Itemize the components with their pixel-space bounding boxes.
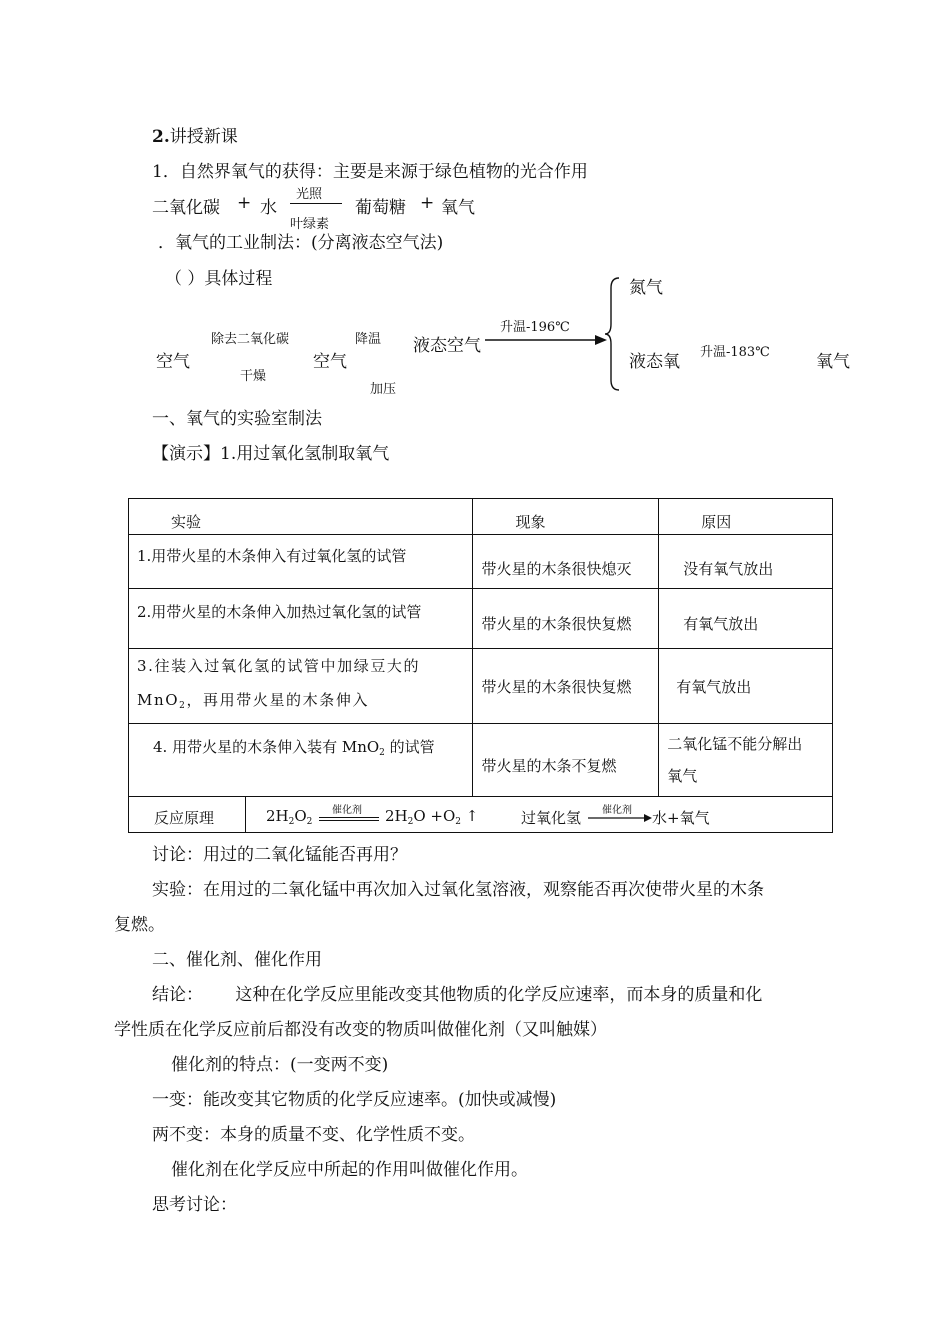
catalyst-label: 催化剂 <box>602 805 632 816</box>
cell-reason: 有氧气放出 <box>659 649 833 724</box>
equation-condition <box>319 799 379 819</box>
product-oxygen-gas: 氧气 <box>816 352 850 372</box>
table-row <box>129 535 833 589</box>
industrial-heading: ．氧气的工业制法：(分离液态空气法) <box>158 233 444 253</box>
condition-light: 光照 <box>296 187 323 202</box>
experiment-text-line2: 复燃。 <box>114 915 165 935</box>
experiment-text-line1: 实验：在用过的二氧化锰中再次加入过氧化氢溶液，观察能否再次使带火星的木条 <box>152 880 764 900</box>
equation-reactant: $2H_2O_2$ <box>266 807 313 827</box>
cell-phenomenon: 带火星的木条很快复燃 <box>473 589 659 649</box>
word-equation-products: 水+氧气 <box>652 809 710 827</box>
principle-divider <box>245 797 246 832</box>
cell-text-line: MnO$_2$，再用带火星的木条伸入 <box>137 691 370 711</box>
right-arrow-icon <box>588 813 652 823</box>
cell-experiment: 2.用带火星的木条伸入加热过氧化氢的试管 <box>129 589 473 649</box>
cell-phenomenon: 带火星的木条不复燃 <box>473 724 659 797</box>
header-phenomenon: 现象 <box>473 499 659 535</box>
demo-heading: 【演示】1.用过氧化氢制取氧气 <box>152 444 390 464</box>
catalysis-definition: 催化剂在化学反应中所起的作用叫做催化作用。 <box>171 1160 528 1180</box>
equals-line <box>319 817 379 818</box>
table-header-row <box>129 499 833 535</box>
cell-reason <box>659 724 833 797</box>
cell-phenomenon: 带火星的木条很快复燃 <box>473 649 659 724</box>
table-row <box>129 724 833 797</box>
cell-experiment: 4. 用带火星的木条伸入装有 MnO$_2$ 的试管 <box>129 724 473 797</box>
discussion-text: 讨论：用过的二氧化锰能否再用？ <box>152 845 407 865</box>
product-nitrogen: 氮气 <box>629 278 663 298</box>
principle-row <box>129 797 833 833</box>
plus-sign: + <box>420 193 435 213</box>
lab-heading: 一、氧气的实验室制法 <box>152 409 322 429</box>
step-cool: 降温 <box>355 332 382 347</box>
product-oxygen: 氧气 <box>441 198 475 218</box>
cell-reason: 没有氧气放出 <box>659 535 833 589</box>
step-remove-co2: 除去二氧化碳 <box>211 332 290 347</box>
principle-label: 反应原理 <box>154 809 215 827</box>
think-discuss: 思考讨论： <box>152 1195 237 1215</box>
plus-sign: + <box>237 193 252 213</box>
reaction-line <box>290 203 342 204</box>
cell-text-line: 二氧化锰不能分解出 <box>667 735 803 753</box>
natural-heading: 1．自然界氧气的获得：主要是来源于绿色植物的光合作用 <box>152 162 588 182</box>
catalyst-features: 催化剂的特点：(一变两不变) <box>171 1055 389 1075</box>
conclusion-line1: 结论： 这种在化学反应里能改变其他物质的化学反应速率，而本身的质量和化 <box>152 985 763 1005</box>
cell-text-line: 3.往装入过氧化氢的试管中加绿豆大的 <box>137 657 421 675</box>
cell-experiment <box>129 649 473 724</box>
cell-text-line: 氧气 <box>667 767 698 785</box>
condition-chlorophyll: 叶绿素 <box>290 217 330 232</box>
product-glucose: 葡萄糖 <box>355 198 406 218</box>
table-row <box>129 649 833 724</box>
table-row <box>129 589 833 649</box>
equals-line <box>319 820 379 821</box>
process-air: 空气 <box>156 352 190 372</box>
header-reason: 原因 <box>659 499 833 535</box>
step-dry: 干燥 <box>240 369 267 384</box>
industrial-subheading: （ ）具体过程 <box>165 269 273 289</box>
cell-reason: 有氧气放出 <box>659 589 833 649</box>
process-air-2: 空气 <box>313 352 347 372</box>
reactant-co2: 二氧化碳 <box>152 198 220 218</box>
arrow-label-183: 升温-183℃ <box>700 345 770 360</box>
arrow-label-196: 升温-196℃ <box>500 320 570 335</box>
brace-icon <box>603 276 625 392</box>
principle-cell <box>129 797 833 833</box>
section-title: 2.讲授新课 <box>152 127 238 147</box>
product-liquid-oxygen: 液态氧 <box>629 352 680 372</box>
step-pressurize: 加压 <box>370 382 397 397</box>
equation-products: $2H_2O +O_2$ ↑ <box>385 807 479 827</box>
header-experiment: 实验 <box>129 499 473 535</box>
process-liquid-air: 液态空气 <box>413 336 481 356</box>
word-equation-reactant: 过氧化氢 <box>521 809 582 827</box>
one-change: 一变：能改变其它物质的化学反应速率。(加快或减慢) <box>152 1090 557 1110</box>
conclusion-line2: 学性质在化学反应前后都没有改变的物质叫做催化剂（又叫触媒） <box>114 1020 607 1040</box>
cell-experiment: 1.用带火星的木条伸入有过氧化氢的试管 <box>129 535 473 589</box>
catalyst-label: 催化剂 <box>332 805 362 816</box>
catalyst-heading: 二、催化剂、催化作用 <box>152 950 322 970</box>
experiment-table <box>128 498 833 833</box>
reactant-water: 水 <box>260 198 277 218</box>
cell-phenomenon: 带火星的木条很快熄灭 <box>473 535 659 589</box>
word-equation-condition <box>588 799 652 823</box>
right-arrow-icon <box>485 333 607 347</box>
two-unchanged: 两不变：本身的质量不变、化学性质不变。 <box>152 1125 475 1145</box>
